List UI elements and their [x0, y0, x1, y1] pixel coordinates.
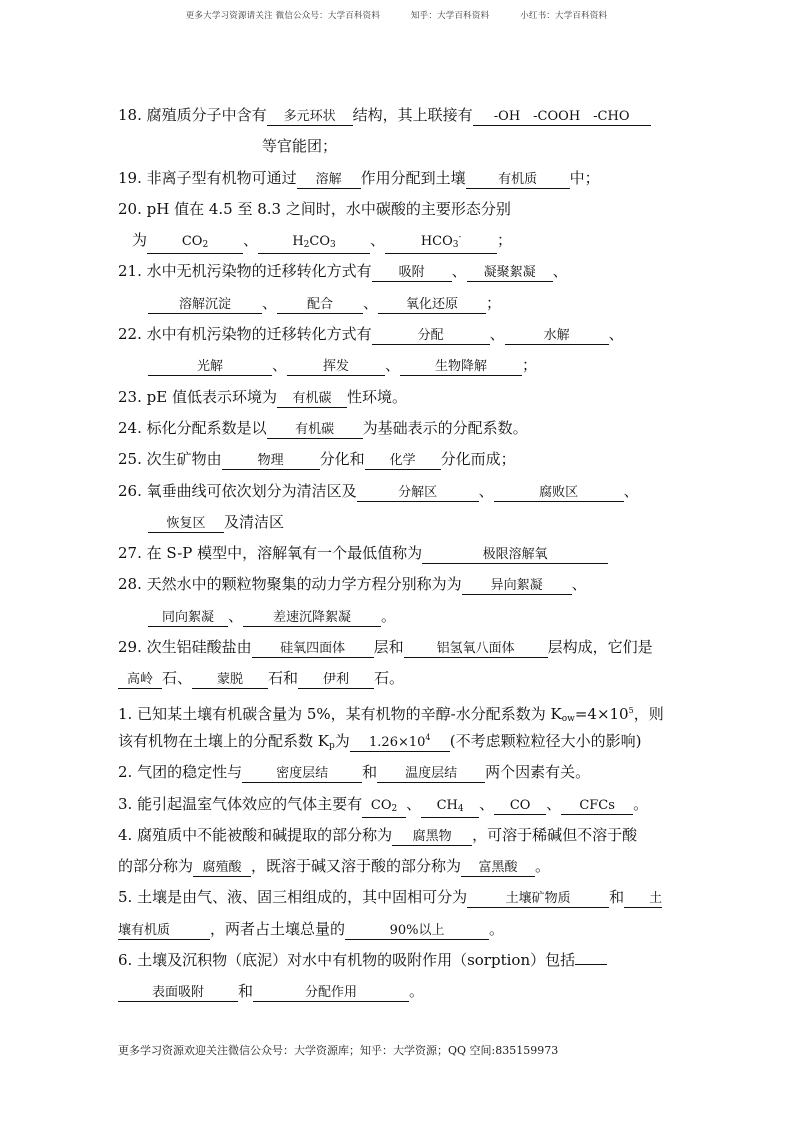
question-21-cont: 溶解沉淀 、 配合 、 氧化还原 ； [118, 288, 678, 319]
q22-blank-5: 生物降解 [400, 359, 522, 376]
question-22: 22. 水中有机污染物的迁移转化方式有 分配 、 水解 、 [118, 325, 624, 344]
q25-blank-1: 物理 [222, 453, 320, 470]
q22-blank-3: 光解 [148, 359, 272, 376]
p1-text-3: (不考虑颗粒粒径大小的影响) [449, 731, 642, 750]
q25-text-3: 分化而成； [440, 450, 516, 469]
q20-blank-1: $CO_2$ [147, 234, 243, 254]
problem-4 [118, 820, 678, 851]
question-20 [118, 194, 678, 225]
problem-6 [118, 945, 678, 976]
p2-text: 2. 气团的稳定性与 [118, 763, 243, 782]
question-26-cont [118, 507, 678, 538]
q29-text-4: 石、 [162, 669, 193, 688]
p4-text-2: ，可溶于稀碱但不溶于酸 [472, 825, 638, 844]
q20-text: 20. pH 值在 4.5 至 8.3 之间时，水中碳酸的主要形态分别 [118, 199, 511, 218]
p4-text: 4. 腐殖质中不能被酸和碱提取的部分称为 [118, 825, 393, 844]
q26-text: 26. 氧垂曲线可依次划分为清洁区及 [118, 481, 357, 500]
q29-text-5: 石和 [268, 669, 299, 688]
q22-blank-4: 挥发 [287, 359, 385, 376]
q21-blank-1: 吸附 [372, 265, 452, 282]
header-left: 更多大学习资源请关注 微信公众号：大学百科资料 [185, 11, 381, 21]
q18-text-3: 等官能团； [262, 137, 338, 156]
p5-text: 5. 土壤是由气、液、固三相组成的，其中固相可分为 [118, 888, 468, 907]
question-26: 26. 氧垂曲线可依次划分为清洁区及 分解区 、 腐败区 、 [118, 481, 639, 500]
p2-blank-1: 密度层结 [242, 766, 362, 783]
q23-blank-1: 有机碳 [277, 391, 347, 408]
page-header [0, 9, 793, 21]
question-18 [118, 100, 678, 131]
q26-text-2: 及清洁区 [224, 512, 285, 531]
q29-text: 29. 次生铝硅酸盐由 [118, 638, 252, 657]
q28-blank-3: 差速沉降絮凝 [243, 610, 381, 627]
q24-text-2: 为基础表示的分配系数。 [362, 418, 528, 437]
q20-blank-3: $HCO_3^-$ [385, 229, 497, 254]
p1-text: 1. 已知某土壤有机碳含量为 5%，某有机物的辛醇-水分配系数为 K [118, 704, 562, 723]
p5-text-3: ，两者占土壤总量的 [210, 919, 346, 938]
p5-blank-3: 90%以上 [345, 923, 489, 940]
problem-5-cont: 壤有机质 ，两者占土壤总量的 90%以上 。 [118, 919, 505, 938]
page-footer: 更多学习资源欢迎关注微信公众号：大学资源库；知乎：大学资源；QQ 空间:835159973 [118, 1044, 559, 1057]
p4-text-3: 的部分称为 [118, 857, 194, 876]
q29-blank-5: 伊利 [298, 672, 374, 689]
q19-blank-1: 溶解 [297, 172, 361, 189]
q19-blank-2: 有机质 [466, 172, 570, 189]
q27-blank-1: 极限溶解氧 [422, 547, 608, 564]
p6-blank-1: 表面吸附 [118, 985, 238, 1002]
q19-text: 19. 非离子型有机物可通过 [118, 168, 297, 187]
q29-text-6: 石。 [374, 669, 405, 688]
q21-blank-3: 溶解沉淀 [148, 297, 262, 314]
p6-blank-1-start [575, 964, 607, 965]
question-21: 21. 水中无机污染物的迁移转化方式有 吸附 、 凝聚絮凝 、 [118, 262, 568, 281]
question-24 [118, 413, 678, 444]
q18-blank-2: -OH -COOH -CHO [473, 109, 651, 126]
question-22-cont: 光解 、 挥发 、 生物降解 ； [118, 350, 678, 381]
question-27 [118, 538, 678, 569]
q20-text-2: 为 [132, 231, 148, 250]
question-29 [118, 632, 678, 663]
q18-blank-1: 多元环状 [267, 109, 353, 126]
q29-blank-4: 蒙脱 [192, 672, 268, 689]
q25-text-2: 分化和 [319, 450, 365, 469]
q24-text: 24. 标化分配系数是以 [118, 418, 267, 437]
q29-text-2: 层和 [373, 638, 404, 657]
p3-blank-3: CO [494, 798, 546, 815]
problem-1-cont: 该有机物在土壤上的分配系数 $K_p$为 $1.26\times 10^4$ (不考虑颗粒粒径大小的影响) [118, 731, 642, 751]
p2-blank-2: 温度层结 [377, 766, 485, 783]
p5-blank-2a: 土 [624, 891, 662, 908]
q22-blank-1: 分配 [372, 328, 490, 345]
q23-text: 23. pE 值低表示环境为 [118, 387, 277, 406]
p6-text-2: 和 [238, 982, 254, 1001]
q21-blank-4: 配合 [277, 297, 363, 314]
p5-text-2: 和 [609, 888, 625, 907]
question-29-cont [118, 663, 678, 694]
problem-6-cont: 表面吸附 和 分配作用 。 [118, 976, 678, 1007]
q28-blank-2: 同向絮凝 [148, 610, 228, 627]
question-20-cont: 为 $CO_2$ 、 $H_2CO_3$ 、 $HCO_3^-$ ； [118, 225, 678, 256]
p2-text-3: 两个因素有关。 [485, 763, 591, 782]
q28-text: 28. 天然水中的颗粒物聚集的动力学方程分别称为为 [118, 575, 462, 594]
question-19 [118, 163, 678, 194]
q21-text: 21. 水中无机污染物的迁移转化方式有 [118, 262, 372, 281]
q19-text-3: 中； [569, 168, 600, 187]
q28-blank-1: 异向絮凝 [462, 578, 572, 595]
q20-blank-2: $H_2CO_3$ [258, 234, 370, 254]
q26-blank-1: 分解区 [357, 485, 479, 502]
q18-text-2: 结构，其上联接有 [352, 106, 473, 124]
p2-text-2: 和 [362, 763, 378, 782]
p6-blank-2: 分配作用 [253, 985, 409, 1002]
p4-blank-1: 腐黑物 [392, 829, 472, 846]
q23-text-2: 性环境。 [346, 387, 407, 406]
q19-text-2: 作用分配到土壤 [360, 168, 466, 187]
p6-text: 6. 土壤及沉积物（底泥）对水中有机物的吸附作用（sorption）包括 [118, 951, 576, 970]
p4-text-4: ，既溶于碱又溶于酸的部分称为 [251, 857, 462, 876]
q29-text-3: 层构成，它们是 [547, 638, 653, 657]
q18-text: 18. 腐殖质分子中含有 [118, 106, 267, 124]
question-23 [118, 382, 678, 413]
p4-blank-3: 富黑酸 [461, 860, 535, 877]
header-middle: 知乎：大学百科资料 [410, 11, 490, 21]
q26-blank-3: 恢复区 [148, 516, 224, 533]
q21-blank-2: 凝聚絮凝 [467, 265, 553, 282]
q22-blank-2: 水解 [505, 328, 609, 345]
p5-blank-2b: 壤有机质 [118, 923, 210, 940]
p5-blank-1: 土壤矿物质 [467, 891, 609, 908]
q24-blank-1: 有机碳 [267, 422, 363, 439]
p1-blank-1: $1.26\times 10^4$ [350, 730, 450, 752]
q29-blank-3: 高岭 [118, 672, 162, 689]
question-28-cont: 同向絮凝 、 差速沉降絮凝 。 [118, 601, 678, 632]
p3-text: 3. 能引起温室气体效应的气体主要有 [118, 794, 363, 813]
q21-blank-5: 氧化还原 [378, 297, 486, 314]
q27-text: 27. 在 S-P 模型中，溶解氧有一个最低值称为 [118, 544, 423, 563]
header-right: 小红书：大学百科资料 [520, 11, 608, 21]
p3-blank-4: CFCs [561, 798, 633, 815]
question-18-cont [118, 131, 678, 162]
problem-4-cont: 的部分称为 腐殖酸 ，既溶于碱又溶于酸的部分称为 富黑酸 。 [118, 857, 551, 876]
p3-blank-1: $CO_2$ [362, 798, 406, 818]
p4-blank-2: 腐殖酸 [193, 860, 251, 877]
document-body [118, 100, 678, 1008]
problem-2 [118, 757, 678, 788]
question-25 [118, 444, 678, 475]
p1-text-2: 该有机物在土壤上的分配系数 K [118, 731, 329, 750]
q29-blank-2: 铝氢氧八面体 [404, 641, 548, 658]
q22-text: 22. 水中有机污染物的迁移转化方式有 [118, 325, 372, 344]
problem-5 [118, 882, 678, 913]
question-28: 28. 天然水中的颗粒物聚集的动力学方程分别称为为 异向絮凝 、 [118, 575, 587, 594]
q26-blank-2: 腐败区 [494, 485, 624, 502]
q25-text: 25. 次生矿物由 [118, 450, 222, 469]
q29-blank-1: 硅氧四面体 [252, 641, 374, 658]
problem-3: 3. 能引起温室气体效应的气体主要有 $CO_2$ 、 $CH_4$ 、 CO 、 CFCs 。 [118, 789, 678, 820]
problem-1: 1. 已知某土壤有机碳含量为 5%，某有机物的辛醇-水分配系数为 $K_{ow}=4\times 10^5$，则 [118, 704, 664, 724]
p3-blank-2: $CH_4$ [421, 798, 479, 818]
q25-blank-2: 化学 [365, 453, 441, 470]
